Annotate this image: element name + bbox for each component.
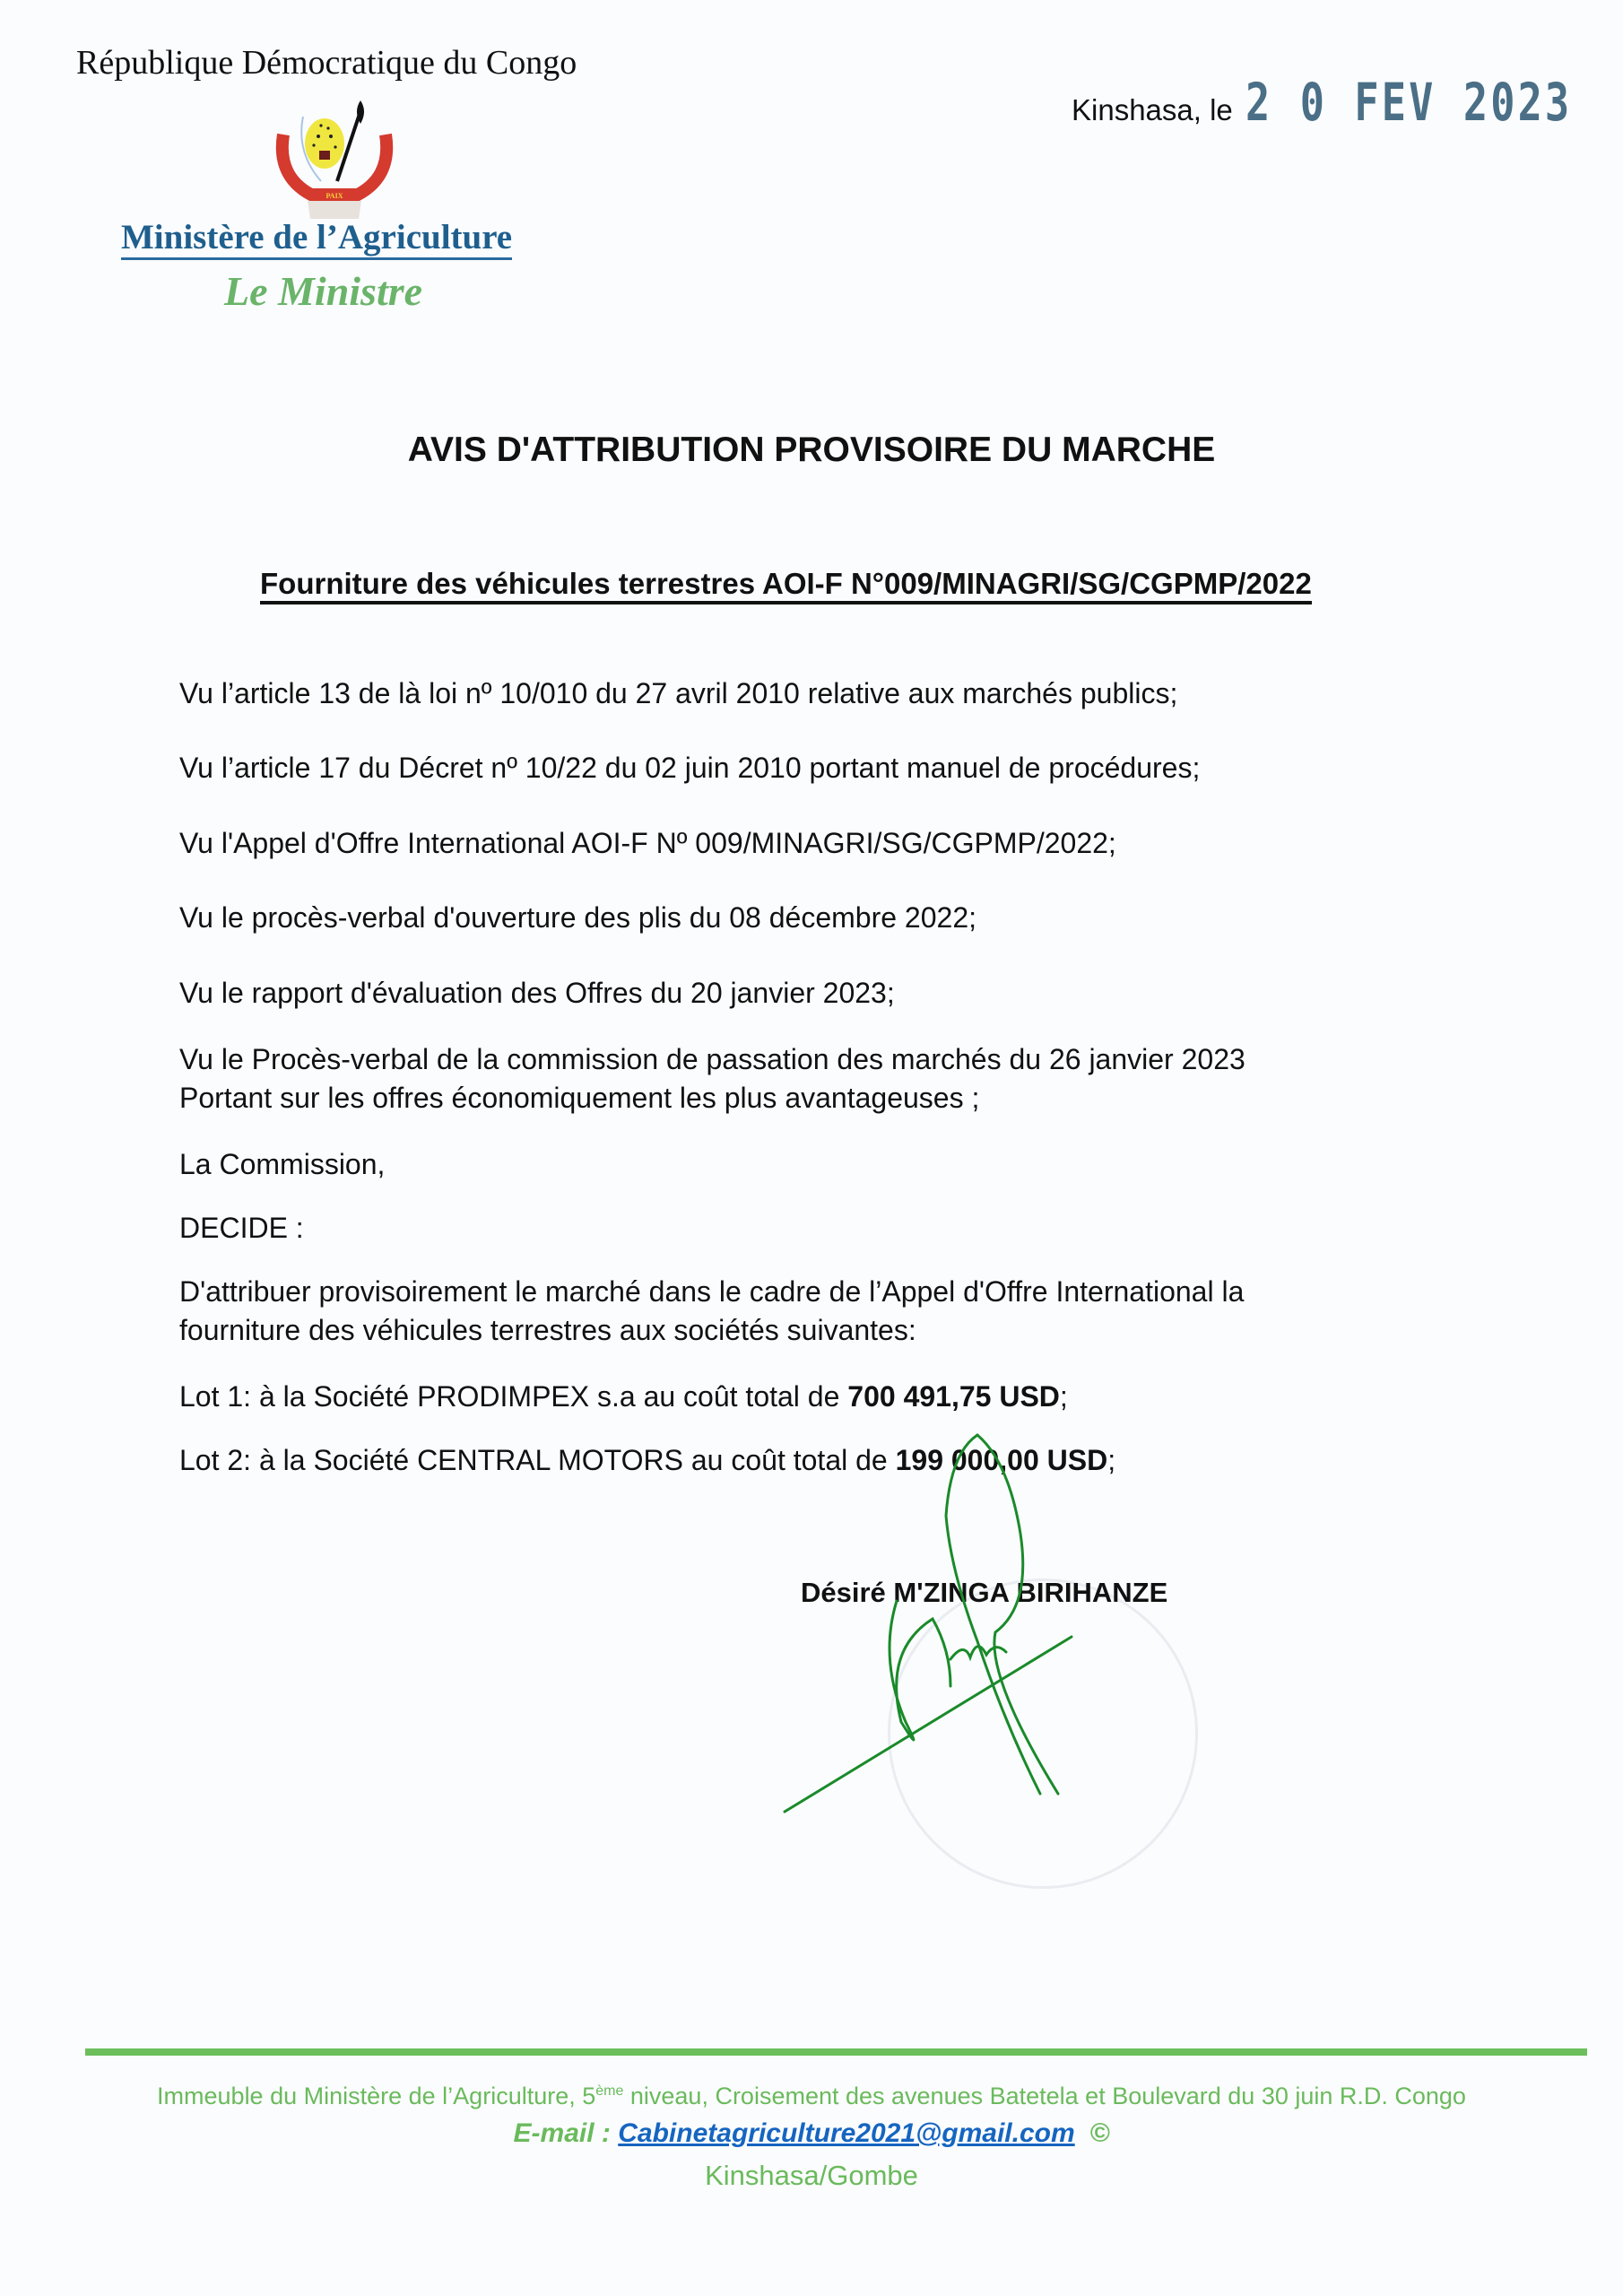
consideration-line: Vu le procès-verbal d'ouverture des plis du 08 décembre 2022;: [179, 901, 976, 934]
consideration-line: Vu le rapport d'évaluation des Offres du 20 janvier 2023;: [179, 977, 895, 1009]
lot-2-suffix: ;: [1107, 1444, 1116, 1476]
consideration-line: Portant sur les offres économiquement les plus avantageuses ;: [179, 1082, 980, 1114]
office-title: Le Ministre: [224, 268, 423, 314]
document-subtitle: Fourniture des véhicules terrestres AOI-F N°009/MINAGRI/SG/CGPMP/2022: [260, 567, 1312, 604]
signature-icon: [771, 1426, 1166, 1821]
footer-address-sup: ème: [595, 2083, 624, 2099]
lot-2-amount: 199 000,00 USD: [895, 1444, 1108, 1476]
consideration-line: Vu le Procès-verbal de la commission de passation des marchés du 26 janvier 2023: [179, 1043, 1245, 1075]
lot-1-amount: 700 491,75 USD: [847, 1380, 1060, 1413]
footer-city: Kinshasa/Gombe: [705, 2160, 918, 2191]
email-link[interactable]: Cabinetagriculture2021@gmail.com: [618, 2118, 1075, 2148]
footer-divider: [85, 2048, 1587, 2056]
commission-label: La Commission,: [179, 1148, 386, 1180]
lot-1-suffix: ;: [1059, 1380, 1068, 1413]
country-name: République Démocratique du Congo: [76, 44, 577, 82]
consideration-line: Vu l’article 17 du Décret nº 10/22 du 02 juin 2010 portant manuel de procédures;: [179, 752, 1201, 784]
signatory-name: Désiré M'ZINGA BIRIHANZE: [801, 1577, 1168, 1608]
ministry-name: Ministère de l’Agriculture: [121, 218, 512, 260]
email-label: E-mail :: [513, 2118, 619, 2148]
date-prefix: Kinshasa, le: [1072, 93, 1233, 126]
decide-label: DECIDE :: [179, 1212, 304, 1244]
footer-address: [0, 2083, 1623, 2110]
consideration-line: Vu l’article 13 de là loi nº 10/010 du 27 avril 2010 relative aux marchés publics;: [179, 677, 1178, 709]
lot-2-text: Lot 2: à la Société CENTRAL MOTORS au coût total de: [179, 1444, 896, 1476]
lot-1: [179, 1380, 1068, 1413]
footer-address-part: niveau, Croisement des avenues Batetela et Boulevard du 30 juin R.D. Congo: [623, 2083, 1466, 2109]
footer-address-part: Immeuble du Ministère de l’Agriculture, 5: [157, 2083, 596, 2109]
decision-line: fourniture des véhicules terrestres aux sociétés suivantes:: [179, 1314, 916, 1346]
lot-1-text: Lot 1: à la Société PRODIMPEX s.a au coût total de: [179, 1380, 848, 1413]
copyright-icon: ©: [1089, 2118, 1110, 2148]
consideration-line: Vu l'Appel d'Offre International AOI-F Nº 009/MINAGRI/SG/CGPMP/2022;: [179, 827, 1116, 859]
svg-text:PAIX: PAIX: [325, 192, 343, 200]
coat-of-arms-icon: [267, 99, 402, 220]
dateline: [1072, 72, 1623, 133]
date-stamp: 2 0 FEV 2023: [1245, 72, 1573, 133]
document-title: AVIS D'ATTRIBUTION PROVISOIRE DU MARCHE: [407, 430, 1216, 469]
decision-line: D'attribuer provisoirement le marché dans le cadre de l’Appel d'Offre International la: [179, 1275, 1245, 1308]
footer-email-line: [0, 2118, 1623, 2149]
